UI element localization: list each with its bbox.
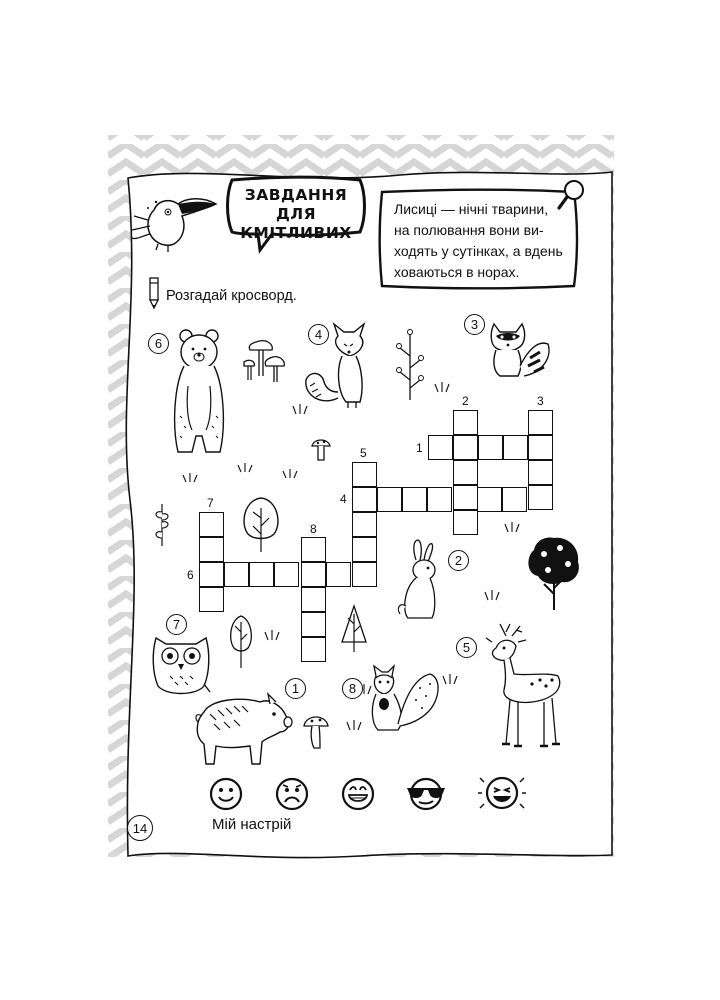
mood-label: Мій настрій [212, 816, 292, 833]
boar-icon [190, 688, 294, 772]
page-number: 14 [127, 815, 153, 841]
mushroom-icon [302, 712, 330, 752]
clue-number: 4 [340, 492, 347, 506]
animal-number: 7 [166, 614, 187, 635]
deer-icon [482, 620, 578, 758]
hare-icon [396, 538, 444, 624]
grin-icon[interactable] [340, 776, 376, 812]
clue-number: 6 [187, 568, 194, 582]
sad-icon[interactable] [274, 776, 310, 812]
animal-number: 8 [342, 678, 363, 699]
animal-number: 1 [285, 678, 306, 699]
clue-number: 3 [537, 394, 544, 408]
tree-icon [238, 494, 284, 556]
instruction-text: Розгадай кросворд. [166, 288, 297, 304]
clue-number: 8 [310, 522, 317, 536]
animal-number: 2 [448, 550, 469, 571]
clue-number: 5 [360, 446, 367, 460]
clue-number: 2 [462, 394, 469, 408]
animal-number: 6 [148, 333, 169, 354]
fact-line: ховаються в норах. [394, 264, 520, 280]
task-title-line1: ЗАВДАННЯ [244, 186, 348, 204]
animal-number: 3 [464, 314, 485, 335]
tree-icon [524, 534, 584, 614]
clue-number: 7 [207, 496, 214, 510]
fact-line: ходять у сутінках, а вдень [394, 243, 563, 259]
smile-icon[interactable] [208, 776, 244, 812]
clue-number: 1 [416, 441, 423, 455]
sunglasses-icon[interactable] [404, 776, 448, 812]
task-title-line2: ДЛЯ КМІТЛИВИХ [240, 205, 352, 242]
fact-line: на полювання вони ви- [394, 222, 544, 238]
laugh-icon[interactable] [480, 774, 524, 814]
tree-icon [340, 604, 368, 654]
squirrel-icon [364, 660, 444, 738]
leaf-icon [150, 500, 174, 548]
tree-icon [226, 612, 256, 670]
animal-number: 4 [308, 324, 329, 345]
animal-number: 5 [456, 637, 477, 658]
fact-line: Лисиці — нічні тварини, [394, 201, 549, 217]
